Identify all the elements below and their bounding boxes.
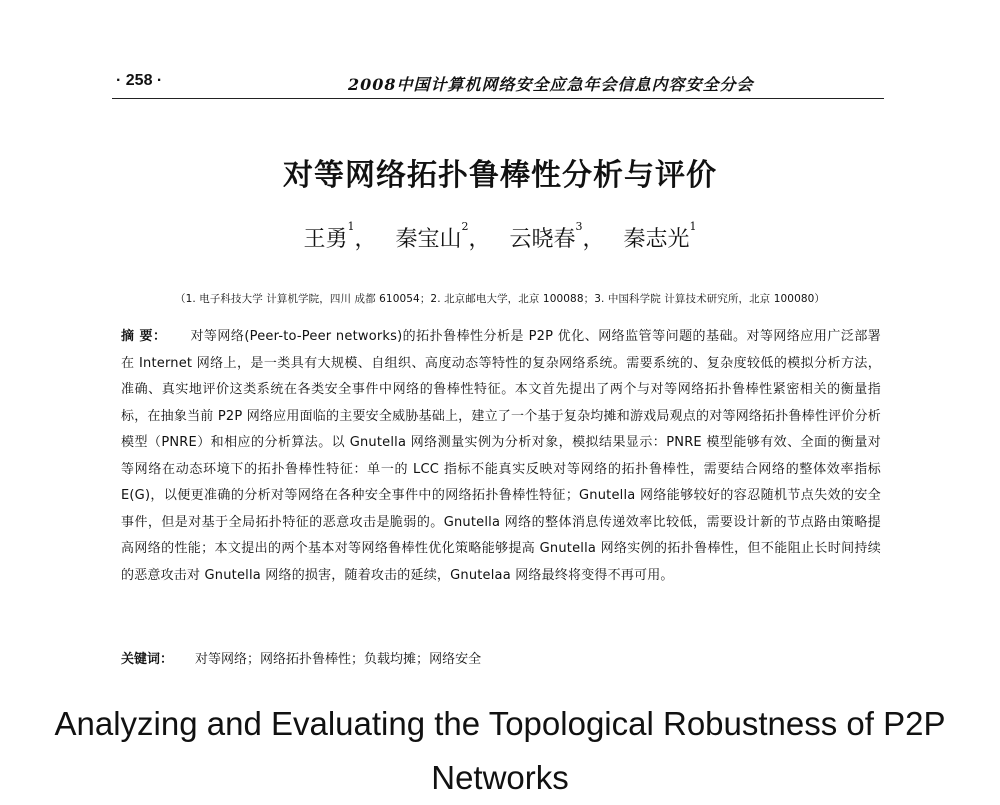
abstract	[121, 324, 881, 589]
keywords-label: 关键词：	[121, 652, 174, 667]
author-affil-mark: 1	[689, 220, 697, 233]
paper-title-chinese: 对等网络拓扑鲁棒性分析与评价	[283, 158, 717, 193]
author-2	[395, 220, 491, 252]
author-4	[623, 220, 697, 252]
abstract-text: 对等网络(Peer-to-Peer networks)的拓扑鲁棒性分析是 P2P 优化、网络监管等问题的基础。对等网络应用广泛部署在 Internet 网络上，是一类具有大规模、自组织、高度动态等特性的复杂网络系统。需要系统的、复杂度较低的模拟分析方法，准确、真实地评价这类系统在各类安全事件中网络的鲁棒性特征。本文首先提出了两个与对等网络拓扑鲁棒性紧密相关的衡量指标，在抽象当前 P2P 网络应用面临的主要安全威胁基础上，建立了一个基于复杂均摊和游戏局观点的对等网络拓扑鲁棒性评价分析模型（PNRE）和相应的分析算法。以 Gnutella 网络测量实例为分析对象，模拟结果显示：PNRE 模型能够有效、全面的衡量对等网络在动态环境下的拓扑鲁棒性特征：单一的 LCC 指标不能真实反映对等网络的拓扑鲁棒性，需要结合网络的整体效率指标 E(G)，以便更准确的分析对等网络在各种安全事件中的网络拓扑鲁棒性特征；Gnutella 网络能够较好的容忍随机节点失效的安全事件，但是对基于全局拓扑特征的恶意攻击是脆弱的。Gnutella 网络的整体消息传递效率比较低，需要设计新的节点路由策略提高网络的性能；本文提出的两个基本对等网络鲁棒性优化策略能够提高 Gnutella 网络实例的拓扑鲁棒性，但不能阻止长时间持续的恶意攻击对 Gnutella 网络的损害，随着攻击的延续，Gnutelaa 网络最终将变得不再可用。	[121, 329, 881, 583]
author-name: 秦志光	[623, 227, 690, 252]
author-separator: ，	[582, 227, 605, 252]
keywords	[121, 648, 881, 667]
running-head	[112, 70, 884, 99]
keyword-item: 网络安全	[429, 652, 482, 667]
page-number: · 258 ·	[116, 72, 163, 89]
journal-title: 2008中国计算机网络安全应急年会信息内容安全分会	[348, 75, 754, 94]
author-affil-mark: 2	[461, 220, 469, 233]
author-3	[509, 220, 605, 252]
author-name: 云晓春	[509, 227, 576, 252]
keyword-item: 网络拓扑鲁棒性；	[260, 652, 365, 667]
author-affil-mark: 1	[347, 220, 355, 233]
author-separator: ，	[468, 227, 491, 252]
author-separator: ，	[354, 227, 377, 252]
author-1	[303, 220, 377, 252]
paper-title-english: Analyzing and Evaluating the Topological Robustness of P2P Networks	[54, 705, 946, 796]
author-affil-mark: 3	[575, 220, 583, 233]
author-name: 秦宝山	[395, 227, 462, 252]
author-list	[0, 222, 1000, 253]
abstract-label: 摘 要：	[121, 329, 167, 344]
keyword-item: 对等网络；	[195, 652, 261, 667]
keyword-item: 负载均摊；	[364, 652, 430, 667]
author-name: 王勇	[303, 227, 348, 252]
affiliations: （1. 电子科技大学 计算机学院，四川 成都 610054；2. 北京邮电大学，北京 100088；3. 中国科学院 计算技术研究所，北京 100080）	[174, 293, 826, 305]
